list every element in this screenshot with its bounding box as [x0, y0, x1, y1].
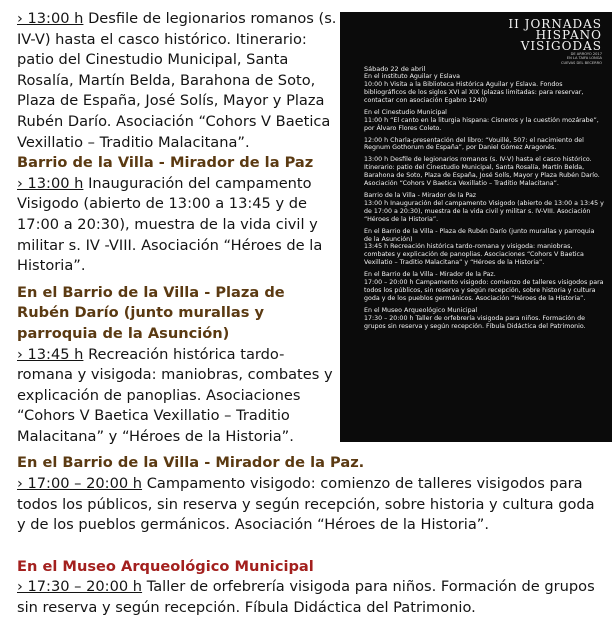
event-talleres [17, 474, 607, 536]
event-campamento [17, 174, 339, 277]
event-description: Desfile de legionarios romanos (s. IV-V) hasta el casco histórico. Itinerario: patio del Cinestudio Municipal, Santa Rosalía, Martín Belda, Barahona de Soto, Plaza de España, José Solís, Mayor y Plaza Rubén Darío. Asociación “Cohors V Baetica Vexillatio – Traditio Malacitana”. [17, 10, 337, 151]
location-heading: En el Museo Arqueológico Municipal [17, 557, 314, 575]
event-time: › 17:00 – 20:00 h [17, 475, 143, 493]
event-orfebreria [17, 577, 607, 618]
poster-item-text: 10:00 h Visita a la Biblioteca Histórica Aguilar y Eslava. Fondos bibliográficos de los siglos XVI al XIX (plazas limitadas: para reservar, contactar con asociación Egabro 1240) [364, 81, 584, 104]
poster-item-text: 17:30 – 20:00 h Taller de orfebrería visigoda para niños. Formación de grupos sin reserva y según recepción. Fíbula Didáctica del Patrimonio. [364, 314, 586, 330]
poster-item-location: En el Barrio de la Villa - Mirador de la Paz. [364, 271, 496, 279]
event-description: Recreación histórica tardo-romana y visigoda: maniobras, combates y explicación de panoplias. Asociaciones “Cohors V Baetica Vexillatio – Traditio Malacitana” y “Héroes de la Historia”. [17, 345, 333, 445]
poster-item [364, 137, 604, 153]
logo-line: HISPANO [535, 28, 602, 42]
poster-item [364, 228, 604, 268]
poster-item [364, 109, 604, 133]
logo-line: II JORNADAS [508, 17, 602, 31]
poster-item [364, 73, 604, 105]
jornadas-logo [364, 18, 604, 65]
event-time: › 17:30 – 20:00 h [17, 578, 143, 596]
logo-line: VISIGODAS [520, 39, 602, 53]
event-description: Taller de orfebrería visigoda para niños. Formación de grupos sin reserva y según recepción. Fíbula Didáctica del Patrimonio. [17, 578, 595, 617]
poster-item-location: En el Cinestudio Municipal [364, 108, 447, 116]
poster-date: Sábado 22 de abril [364, 65, 426, 74]
logo-subline: CUEVAS DEL BECERRO [560, 60, 602, 65]
event-description: Inauguración del campamento Visigodo (abierto de 13:00 a 13:45 y de 17:00 a 20:30), muestra de la vida civil y militar s. IV -VIII. Asociación “Héroes de la Historia”. [17, 174, 323, 275]
location-heading: En el Barrio de la Villa - Mirador de la Paz. [17, 454, 365, 472]
location-heading: En el Barrio de la Villa - Plaza de Rubén Darío (junto murallas y parroquia de la Asunción) [17, 283, 285, 342]
poster-item-location: Barrio de la Villa - Mirador de la Paz [364, 192, 477, 199]
event-time: › 13:45 h [17, 345, 84, 363]
location-heading: Barrio de la Villa - Mirador de la Paz [17, 154, 314, 172]
event-time: › 13:00 h [17, 10, 84, 27]
poster-item-text: 11:00 h “El canto en la liturgia hispana: Cisneros y la cuestión mozárabe”, por Álvaro Flores Coleto. [364, 116, 599, 132]
event-desfile [17, 9, 339, 153]
poster-item-text: 13:00 h Desfile de legionarios romanos (s. IV-V) hasta el casco histórico. Itinerario: patio del Cinestudio Municipal, Santa Rosalía, Martín Belda, Barahona de Soto, Plaza de España, José Solís, Mayor y Plaza Rubén Darío. Asociación “Cohors V Baetica Vexillatio – Traditio Malacitana”. [364, 156, 600, 188]
poster-item-text: 17:00 – 20:00 h Campamento visigodo: comienzo de talleres visigodos para todos los públicos, sin reserva y según recepción, sobre historia y cultura goda y de los pueblos germánicos. Asociación “Héroes de la Historia”. [364, 279, 604, 302]
logo-subline: DE ARROYO 2017 [570, 52, 602, 56]
poster-item [364, 307, 604, 331]
poster-item-text: 13:00 h Inauguración del campamento Visigodo (abierto de 13:00 a 13:45 y de 17:00 a 20:30), muestra de la vida civil y militar s. IV-VIII. Asociación “Héroes de la Historia”. [364, 199, 604, 223]
poster-item-text: 12:00 h Charla-presentación del libro: “Vouillé, 507: el nacimiento del Regnum Gothorum de España”, por Daniel Gómez Aragonés. [364, 136, 584, 152]
logo-subline: EN LA TAIFA LONGA [566, 56, 602, 61]
poster-item-location: En el Barrio de la Villa - Plaza de Rubén Darío (junto murallas y parroquia de la Asunción) [364, 227, 595, 243]
event-recreacion [17, 345, 339, 448]
event-time: › 13:00 h [17, 174, 84, 192]
poster-item-text: 13:45 h Recreación histórica tardo-romana y visigoda: maniobras, combates y explicación de panoplias. Asociaciones “Cohors V Baetica Vexillatio – Traditio Malacitana” y “Héroes de la Historia”. [364, 243, 584, 267]
program-poster [340, 12, 612, 442]
poster-item-location: En el Museo Arqueológico Municipal [364, 306, 478, 314]
poster-item [364, 271, 604, 303]
event-description: Campamento visigodo: comienzo de talleres visigodos para todos los públicos, sin reserva y según recepción, sobre historia y cultura goda y de los pueblos germánicos. Asociación “Héroes de la Historia”. [17, 475, 595, 534]
poster-item [364, 156, 604, 188]
poster-item-location: En el instituto Aguilar y Eslava [364, 73, 461, 81]
poster-item [364, 192, 604, 224]
